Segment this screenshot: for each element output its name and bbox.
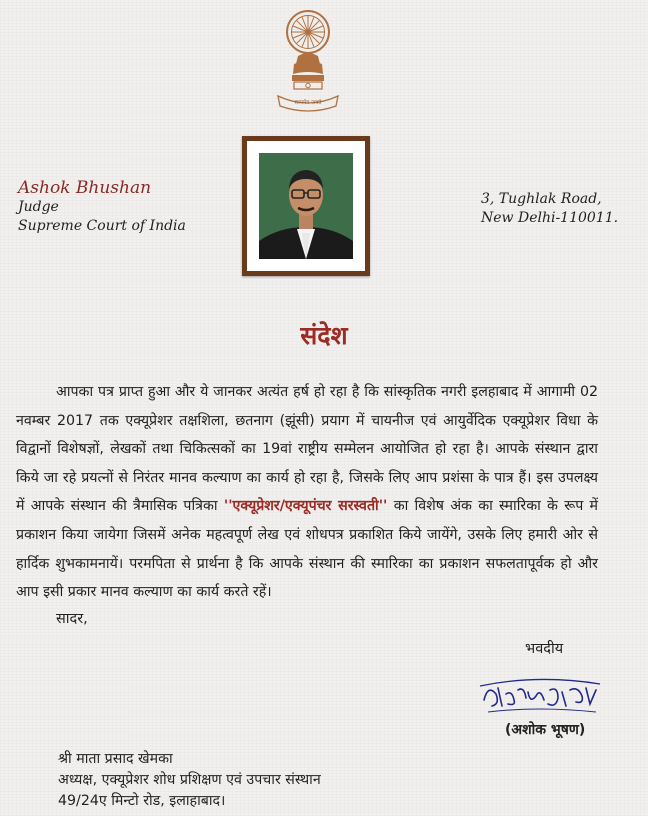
recipient-address: 49/24ए मिन्टो रोड, इलाहाबाद।: [58, 793, 226, 809]
closing: भवदीय: [525, 641, 564, 657]
body-text-part-2: का विशेष अंक का स्मारिका के रूप में प्रकाशन किया जायेगा जिसमें अनेक महत्वपूर्ण लेख एवं शोधपत्र प्रकाशित किये जायेंगे, उसके लिए हमारी ओर से हार्दिक शुभकामनायें। परमपिता से प्रार्थना है कि आपके संस्थान की स्मारिका का प्रकाशन सफलतापूर्वक हो और आप इसी प्रकार मानव कल्याण का कार्य करते रहें।: [16, 498, 599, 601]
recipient-name: श्री माता प्रसाद खेमका: [58, 751, 173, 767]
address-block: [481, 190, 618, 228]
recipient-designation: अध्यक्ष, एक्यूप्रेशर शोध प्रशिक्षण एवं उपचार संस्थान: [58, 772, 321, 788]
message-body: [16, 378, 598, 607]
signer-name: (अशोक भूषण): [505, 722, 586, 738]
sender-name: Ashok Bhushan: [18, 178, 152, 198]
emblem-motto: सत्यमेव जयते: [294, 100, 322, 106]
address-line-1: 3, Tughlak Road,: [481, 191, 602, 207]
message-title: संदेश: [300, 321, 348, 350]
portrait-illustration: [259, 153, 353, 259]
handwritten-signature: [478, 670, 603, 718]
portrait-frame: [242, 136, 370, 276]
body-text-part-1: आपका पत्र प्राप्त हुआ और ये जानकर अत्यंत हर्ष हो रहा है कि सांस्कृतिक नगरी इलहाबाद में आगामी 02 नवम्बर 2017 तक एक्यूप्रेशर तक्षशिला, छतनाग (झूंसी) प्रयाग में चायनीज एवं आयुर्वेदिक एक्यूप्रेशर विधा के विद्वानों विशेषज्ञों, लेखकों तथा चिकित्सकों का 19वां राष्ट्रीय सम्मेलन आयोजित हो रहा है। आपके संस्थान द्वारा किये जा रहे प्रयत्नों से निरंतर मानव कल्याण का कार्य हो रहा है, जिसके लिए आप प्रशंसा के पात्र हैं। इस उपलक्ष्य में आपके संस्थान की त्रैमासिक पत्रिका: [16, 384, 598, 515]
recipient-block: [58, 749, 321, 812]
magazine-name: ''एक्यूप्रेशर/एक्यूपंचर सरस्वती'': [223, 498, 388, 515]
national-emblem-icon: [272, 8, 344, 116]
sender-designation: Judge: [18, 199, 59, 215]
portrait-photo: [259, 153, 353, 259]
sender-court: Supreme Court of India: [18, 218, 186, 234]
address-line-2: New Delhi-110011.: [481, 210, 619, 226]
sender-block: [18, 178, 186, 236]
salutation: सादर,: [56, 611, 88, 627]
